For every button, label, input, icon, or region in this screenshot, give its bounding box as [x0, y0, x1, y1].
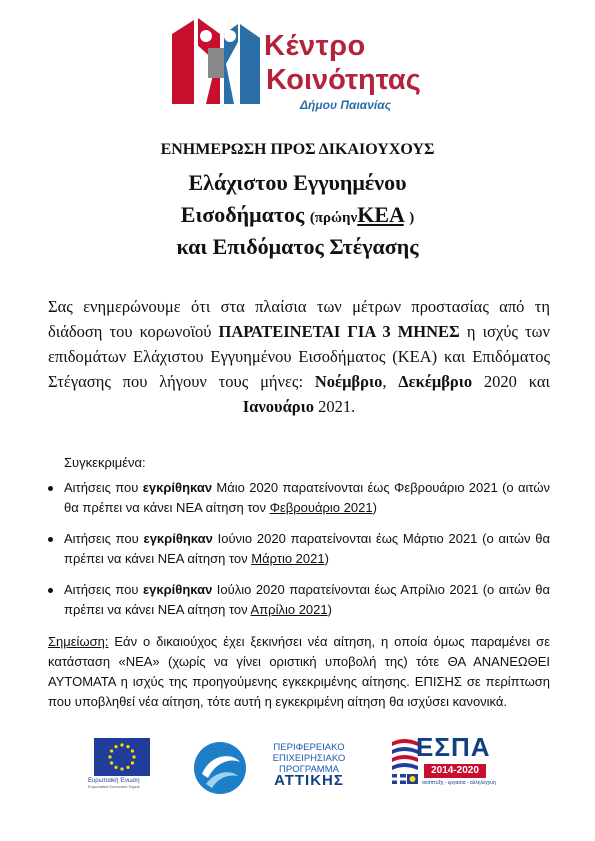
intro-text-1: Σας ενημερώνουμε ότι στα πλαίσια των μέτρων προστασίας από τη διάδοση του κορωνοϊού: [48, 297, 550, 341]
title-line-2-main: Εισοδήματος: [180, 202, 305, 227]
eu-logo: [88, 738, 158, 789]
intro-text-4: 2021.: [313, 397, 356, 416]
list-item: [48, 529, 550, 569]
month-january: Ιανουάριο: [242, 397, 314, 416]
item-text: Αιτήσεις που: [64, 480, 143, 495]
eu-fund-caption: Ευρωπαϊκό Κοινωνικό Ταμείο: [88, 784, 140, 789]
espa-years: 2014-2020: [424, 764, 486, 778]
item-month: Μάρτιο 2021: [251, 551, 325, 566]
notice-heading: ΕΝΗΜΕΡΩΣΗ ΠΡΟΣ ΔΙΚΑΙΟΥΧΟΥΣ: [160, 141, 435, 158]
bullet-icon: [48, 537, 53, 542]
bullet-icon: [48, 486, 53, 491]
item-text: ): [327, 602, 332, 617]
note-text: Εάν ο δικαιούχος έχει ξεκινήσει νέα αίτηση, η οποία όμως παραμένει σε κατάσταση «ΝΕΑ» (χωρίς να γίνει οριστική υποβολή της) τότε ΘΑ ΑΝΑΝΕΩΘΕΙ ΑΥΤΟΜΑΤΑ η ισχύς της προηγούμενης εγκεκριμένης αίτησης. ΕΠΙΣΗΣ σε περίπτωση που υποβληθεί νέα αίτηση, τότε αυτή η εγκεκριμένη αίτηση θα ισχύσει κανονικά.: [48, 634, 550, 709]
kentro-koinotitas-logo: [168, 12, 430, 112]
item-approved: εγκρίθηκαν: [142, 480, 213, 495]
eu-caption: Ευρωπαϊκή Ένωση: [88, 778, 140, 784]
item-text: Αιτήσεις που: [64, 582, 143, 597]
title-line-1: Ελάχιστου Εγγυημένου: [188, 170, 407, 195]
logo-title-1: Κέντρο: [264, 30, 366, 62]
logo-subtitle: Δήμου Παιανίας: [300, 98, 392, 112]
espa-tagline: ανάπτυξη - εργασία - αλληλεγγύη: [422, 780, 496, 786]
title-kea-abbrev: ΚΕΑ: [357, 202, 404, 227]
item-text: Ιούλιο 2020 παρατείνονται έως Απρίλιο 2021 (ο αιτών θα πρέπει να κάνει ΝΕΑ αίτηση τον: [64, 582, 550, 617]
pep-line-2: ΕΠΙΧΕΙΡΗΣΙΑΚΟ: [272, 753, 346, 764]
item-text: Αιτήσεις που: [64, 531, 144, 546]
item-approved: εγκρίθηκαν: [142, 582, 213, 597]
intro-sep: ,: [382, 372, 399, 391]
bullet-icon: [48, 588, 53, 593]
extension-list: [48, 478, 550, 631]
item-approved: εγκρίθηκαν: [143, 531, 213, 546]
pep-swirl-icon: [192, 740, 248, 796]
item-text: ): [324, 551, 329, 566]
title-former-label: (πρώην: [309, 210, 358, 226]
intro-text-3: 2020 και: [472, 372, 550, 391]
title-line-3: και Επιδόματος Στέγασης: [176, 234, 419, 259]
intro-text-2: η ισχύς των επιδομάτων Ελάχιστου Εγγυημένου Εισοδήματος (ΚΕΑ) και Επιδόματος Στέγασης που λήγουν τους μήνες:: [48, 322, 550, 391]
item-text: Ιούνιο 2020 παρατείνονται έως Μάρτιο 2021 (ο αιτών θα πρέπει να κάνει ΝΕΑ αίτηση τον: [64, 531, 550, 566]
pep-attica-logo: [192, 740, 372, 796]
pep-line-4: ΑΤΤΙΚΗΣ: [274, 772, 344, 789]
note-label: Σημείωση:: [48, 634, 109, 649]
list-item: [48, 478, 550, 518]
eu-flag-icon: [94, 738, 150, 776]
list-item: [48, 580, 550, 620]
logo-title-2: Κοινότητας: [266, 64, 421, 96]
item-text: ): [372, 500, 377, 515]
note-paragraph: [48, 632, 550, 712]
intro-paragraph: [48, 294, 550, 419]
house-people-icon: [168, 12, 264, 112]
pep-line-3: ΠΡΟΓΡΑΜΜΑ: [279, 764, 339, 775]
title-paren-close: ): [409, 210, 415, 226]
item-text: Μάιο 2020 παρατείνονται έως Φεβρουάριο 2021 (ο αιτών θα πρέπει να κάνει ΝΕΑ αίτηση τον: [64, 480, 550, 515]
pep-line-1: ΠΕΡΙΦΕΡΕΙΑΚΟ: [273, 742, 345, 753]
item-month: Φεβρουάριο 2021: [269, 500, 373, 515]
month-november: Νοέμβριο: [314, 372, 383, 391]
pep-text: [250, 742, 368, 789]
title-line-2: [0, 202, 595, 228]
espa-wordmark: ΕΣΠΑ: [416, 732, 491, 762]
intro-extension-emphasis: ΠΑΡΑΤΕΙΝΕΤΑΙ ΓΙΑ 3 ΜΗΝΕΣ: [218, 322, 460, 341]
month-december: Δεκέμβριο: [398, 372, 473, 391]
specifically-label: Συγκεκριμένα:: [64, 455, 146, 470]
item-month: Απρίλιο 2021: [250, 602, 328, 617]
espa-logo: [390, 732, 496, 792]
